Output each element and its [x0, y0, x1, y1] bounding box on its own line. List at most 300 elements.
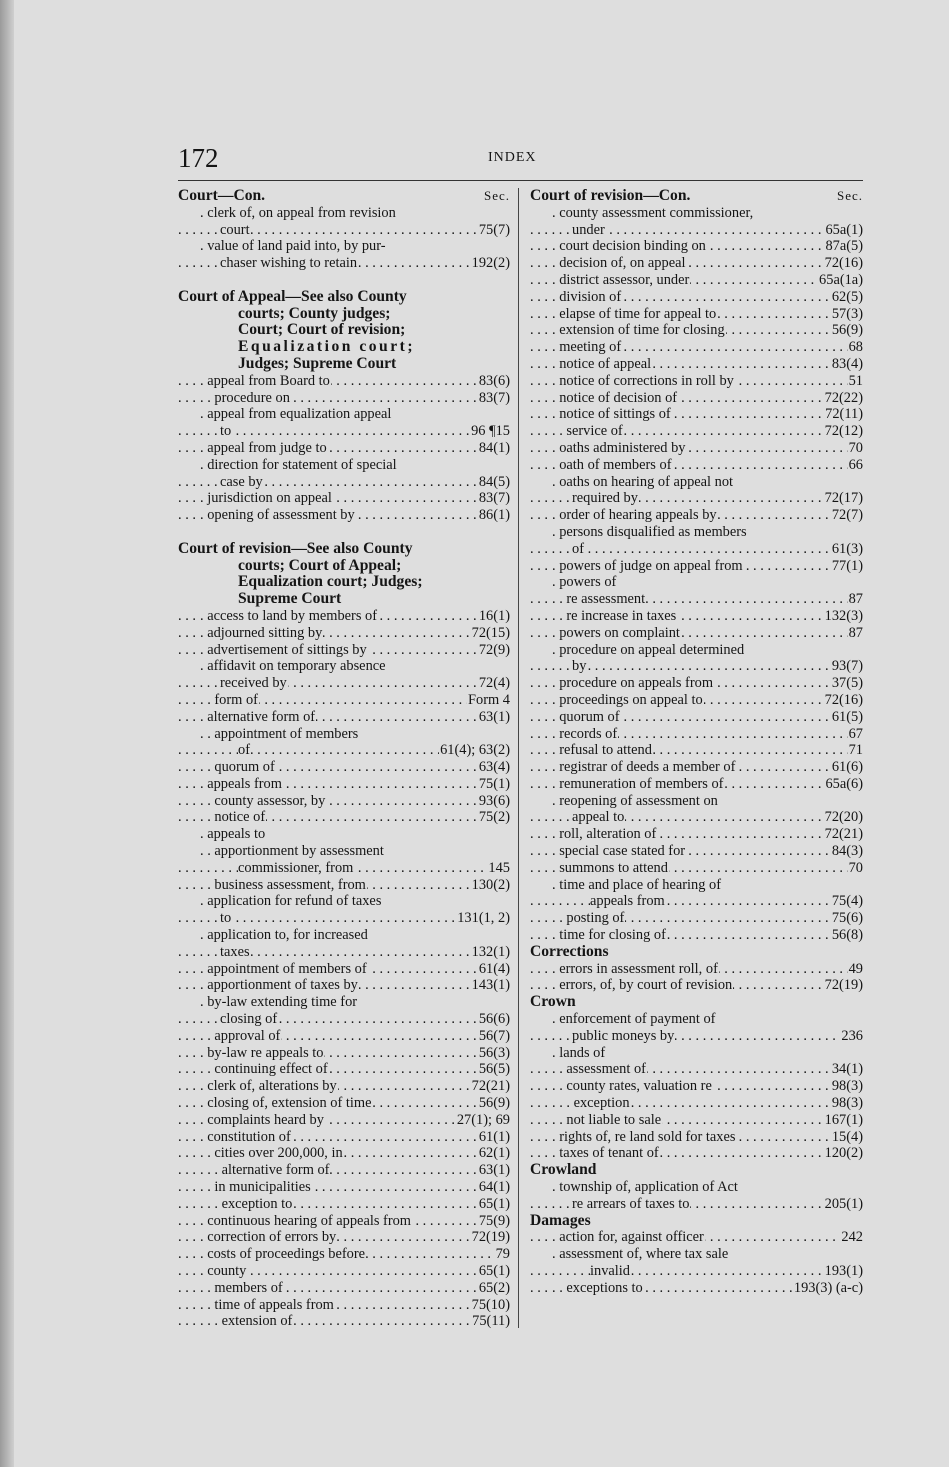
- entry-section-ref: 75(11): [472, 1313, 510, 1330]
- entry-section-ref: 72(9): [478, 641, 510, 658]
- entry-text: . application for refund of taxes: [200, 893, 382, 910]
- index-entry: [530, 238, 863, 255]
- heading-text: Supreme Court: [238, 591, 342, 608]
- entry-text: . opening of assessment by: [200, 507, 355, 524]
- index-entry: [530, 625, 863, 642]
- entry-text: . appointment of members of: [200, 960, 367, 977]
- index-entry: [530, 675, 863, 692]
- index-entry: [530, 1095, 863, 1112]
- index-entry: [178, 1112, 510, 1129]
- entry-text: . appeal from equalization appeal: [200, 406, 392, 423]
- entry-section-ref: 132(1): [471, 943, 510, 960]
- entry-section-ref: 70: [848, 859, 863, 876]
- index-entry: [178, 893, 510, 910]
- index-entry: [530, 1045, 863, 1062]
- entry-section-ref: 145: [488, 859, 510, 876]
- index-entry: [178, 877, 510, 894]
- entry-text: . elapse of time for appeal to: [552, 305, 717, 322]
- entry-text: . . members of: [200, 1279, 283, 1296]
- entry-text: . . in municipalities: [200, 1179, 311, 1196]
- entry-section-ref: 193(1): [824, 1263, 863, 1279]
- entry-text: . court decision binding on: [552, 238, 706, 255]
- entry-text: commissioner, from: [238, 859, 354, 876]
- entry-section-ref: 63(4): [478, 759, 510, 776]
- index-entry: [178, 994, 510, 1011]
- index-entry: [530, 574, 863, 591]
- entry-text: . township of, application of Act: [552, 1179, 738, 1196]
- index-entry: [530, 205, 863, 222]
- page-number: 172: [178, 143, 219, 173]
- entry-section-ref: 87: [848, 591, 863, 608]
- entry-section-ref: 61(4); 63(2): [440, 742, 510, 759]
- entry-text: . . re increase in taxes: [552, 607, 677, 624]
- entry-text: court: [220, 221, 250, 238]
- entry-section-ref: 72(16): [824, 691, 863, 708]
- entry-text: . special case stated for: [552, 843, 686, 860]
- entry-section-ref: 62(5): [831, 288, 863, 305]
- entry-text: . persons disqualified as members: [552, 523, 747, 540]
- index-heading-continuation: [178, 339, 510, 356]
- entry-section-ref: 72(19): [471, 1229, 510, 1246]
- entry-text: . . . exception: [552, 1095, 630, 1112]
- heading-text: Damages: [530, 1212, 591, 1229]
- index-entry: [530, 255, 863, 272]
- entry-text: . registrar of deeds a member of: [552, 759, 736, 776]
- entry-section-ref: 72(20): [824, 809, 863, 826]
- entry-text: . jurisdiction on appeal: [200, 490, 332, 507]
- entry-section-ref: 83(4): [831, 355, 863, 372]
- entry-section-ref: 236: [841, 1027, 863, 1044]
- index-entry: [530, 406, 863, 423]
- index-entry: [178, 776, 510, 793]
- entry-text: . . . extension of: [200, 1313, 293, 1330]
- entry-section-ref: 70: [848, 439, 863, 456]
- index-entry: [530, 457, 863, 474]
- index-entry: [530, 658, 863, 675]
- entry-section-ref: 65(1): [478, 1263, 510, 1279]
- entry-text: to: [220, 910, 232, 927]
- entry-text: . time for closing of: [552, 927, 666, 944]
- entry-text: . quorum of: [552, 708, 620, 725]
- index-entry: [530, 759, 863, 776]
- column-divider: [518, 188, 519, 1328]
- index-heading: [530, 944, 863, 961]
- index-entry: [530, 742, 863, 759]
- index-entry: [530, 1028, 863, 1045]
- section-label: Sec.: [483, 188, 510, 203]
- index-entry: [530, 440, 863, 457]
- entry-section-ref: 71: [848, 742, 863, 759]
- index-entry: [178, 238, 510, 255]
- entry-section-ref: 130(2): [471, 876, 510, 893]
- entry-section-ref: 65a(1): [825, 221, 863, 238]
- index-entry: [530, 692, 863, 709]
- index-entry: [530, 1196, 863, 1213]
- entry-text: . action for, against officer: [552, 1229, 704, 1246]
- index-entry: [178, 742, 510, 759]
- entry-section-ref: 63(1): [478, 708, 510, 725]
- entry-section-ref: 16(1): [478, 607, 510, 624]
- heading-text: Court of revision—See also County: [178, 540, 413, 557]
- entry-section-ref: 72(22): [824, 389, 863, 406]
- index-entry: [530, 306, 863, 323]
- entry-text: . assessment of, where tax sale: [552, 1246, 729, 1263]
- entry-text: . proceedings on appeal to: [552, 691, 703, 708]
- entry-text: . procedure on appeal determined: [552, 641, 745, 658]
- entry-text: . . cities over 200,000, in: [200, 1145, 343, 1162]
- entry-text: . clerk of, on appeal from revision: [200, 204, 396, 221]
- entry-section-ref: 79: [495, 1246, 510, 1263]
- index-entry: [178, 658, 510, 675]
- index-entry: [178, 642, 510, 659]
- index-entry: [530, 642, 863, 659]
- index-entry: [530, 222, 863, 239]
- index-entry: [530, 893, 863, 910]
- entry-text: . oaths on hearing of appeal not: [552, 473, 734, 490]
- index-entry: [178, 608, 510, 625]
- entry-section-ref: 72(15): [471, 624, 510, 641]
- entry-text: . apportionment of taxes by: [200, 977, 358, 994]
- entry-section-ref: 75(9): [478, 1212, 510, 1229]
- entry-text: . . . alternative form of: [200, 1162, 330, 1179]
- section-label: Sec.: [836, 188, 863, 203]
- index-entry: [178, 1263, 510, 1280]
- index-entry: [530, 1061, 863, 1078]
- entry-text: . procedure on appeals from: [552, 675, 714, 692]
- entry-section-ref: 193(3) (a-c): [793, 1279, 863, 1296]
- index-entry: [530, 591, 863, 608]
- entry-section-ref: 87a(5): [825, 238, 863, 255]
- book-gutter: [0, 0, 14, 1467]
- index-entry: [530, 709, 863, 726]
- entry-text: . by-law re appeals to: [200, 1044, 324, 1061]
- index-entry: [530, 927, 863, 944]
- index-entry: [178, 1313, 510, 1330]
- index-entry: [530, 961, 863, 978]
- entry-section-ref: 75(2): [478, 809, 510, 826]
- entry-text: of: [572, 540, 584, 557]
- entry-text: . decision of, on appeal: [552, 255, 686, 272]
- entry-text: re arrears of taxes to: [572, 1195, 690, 1212]
- entry-gap: [178, 272, 510, 289]
- index-entry: [530, 356, 863, 373]
- entry-section-ref: 61(1): [478, 1128, 510, 1145]
- index-entry: [530, 1129, 863, 1146]
- entry-section-ref: 72(21): [471, 1078, 510, 1095]
- entry-section-ref: 61(4): [478, 960, 510, 977]
- entry-text: . by-law extending time for: [200, 994, 358, 1011]
- index-entry: [178, 457, 510, 474]
- index-entry: [178, 1095, 510, 1112]
- index-entry: [530, 608, 863, 625]
- index-entry: [178, 1045, 510, 1062]
- entry-section-ref: 72(4): [478, 675, 510, 692]
- entry-section-ref: 61(5): [831, 708, 863, 725]
- index-entry: [178, 826, 510, 843]
- heading-text: Court—Con.: [178, 188, 266, 204]
- entry-section-ref: 65(1): [478, 1195, 510, 1212]
- index-entry: [178, 961, 510, 978]
- entry-section-ref: 72(17): [824, 490, 863, 507]
- right-index-column: [530, 188, 863, 1297]
- index-entry: [178, 406, 510, 423]
- index-entry: [530, 1078, 863, 1095]
- entry-section-ref: 56(5): [478, 1061, 510, 1078]
- index-entry: [530, 776, 863, 793]
- index-entry: [530, 860, 863, 877]
- entry-text: . rights of, re land sold for taxes: [552, 1128, 736, 1145]
- index-entry: [530, 541, 863, 558]
- index-entry: [530, 339, 863, 356]
- running-head: INDEX: [488, 150, 537, 165]
- index-entry: [178, 860, 510, 877]
- index-heading: [530, 188, 863, 205]
- entry-section-ref: 57(3): [831, 305, 863, 322]
- entry-section-ref: 93(6): [478, 792, 510, 809]
- entry-text: . constitution of: [200, 1128, 291, 1145]
- entry-text: . . time of appeals from: [200, 1296, 334, 1313]
- heading-text: Equalization court; Judges;: [238, 574, 423, 591]
- entry-text: . . posting of: [552, 910, 625, 927]
- index-entry: [178, 205, 510, 222]
- index-entry: [530, 793, 863, 810]
- entry-section-ref: 86(1): [478, 507, 510, 524]
- entry-section-ref: 72(7): [831, 507, 863, 524]
- entry-section-ref: 56(9): [478, 1095, 510, 1112]
- index-entry: [178, 1297, 510, 1314]
- entry-text: . . appointment of members: [200, 725, 359, 742]
- index-entry: [530, 910, 863, 927]
- entry-text: . county assessment commissioner,: [552, 204, 754, 221]
- index-entry: [530, 507, 863, 524]
- entry-section-ref: 56(9): [831, 322, 863, 339]
- entry-section-ref: 56(7): [478, 1027, 510, 1044]
- entry-section-ref: 75(7): [478, 221, 510, 238]
- index-entry: [178, 692, 510, 709]
- entry-section-ref: 120(2): [824, 1145, 863, 1162]
- entry-section-ref: 131(1, 2): [457, 910, 510, 927]
- entry-text: . application to, for increased: [200, 927, 368, 944]
- index-entry: [178, 507, 510, 524]
- entry-text: . . . exception to: [200, 1195, 293, 1212]
- entry-section-ref: 75(1): [478, 775, 510, 792]
- entry-section-ref: 87: [848, 624, 863, 641]
- heading-text: Equalization court;: [238, 339, 416, 356]
- index-entry: [178, 255, 510, 272]
- index-entry: [178, 222, 510, 239]
- entry-text: . oath of members of: [552, 456, 672, 473]
- entry-text: . notice of decision of: [552, 389, 678, 406]
- index-heading: [530, 994, 863, 1011]
- index-entry: [178, 373, 510, 390]
- entry-section-ref: 84(1): [478, 439, 510, 456]
- entry-section-ref: 65a(6): [825, 775, 863, 792]
- entry-text: . . not liable to sale: [552, 1111, 662, 1128]
- entry-text: . . form of: [200, 691, 258, 708]
- entry-section-ref: 93(7): [831, 658, 863, 675]
- index-heading-continuation: [178, 574, 510, 591]
- index-entry: [530, 826, 863, 843]
- entry-section-ref: 68: [848, 339, 863, 356]
- entry-text: to: [220, 423, 232, 440]
- entry-text: . roll, alteration of: [552, 826, 657, 843]
- entry-section-ref: 72(16): [824, 255, 863, 272]
- entry-text: . summons to attend: [552, 859, 668, 876]
- index-entry: [178, 1145, 510, 1162]
- entry-section-ref: 167(1): [824, 1111, 863, 1128]
- entry-text: closing of: [220, 1011, 278, 1028]
- entry-text: public moneys by: [572, 1027, 675, 1044]
- entry-section-ref: 61(3): [831, 540, 863, 557]
- index-heading-continuation: [178, 558, 510, 575]
- entry-text: . enforcement of payment of: [552, 1011, 716, 1028]
- index-heading: [178, 188, 510, 205]
- entry-text: . powers of: [552, 574, 617, 591]
- entry-section-ref: 63(1): [478, 1162, 510, 1179]
- index-heading: [530, 1213, 863, 1230]
- entry-section-ref: 96 ¶15: [471, 423, 510, 440]
- entry-text: . appeal from judge to: [200, 439, 327, 456]
- entry-section-ref: 72(21): [824, 826, 863, 843]
- entry-text: of: [238, 742, 250, 759]
- entry-text: . appeals to: [200, 826, 266, 843]
- index-entry: [178, 1246, 510, 1263]
- index-entry: [178, 1078, 510, 1095]
- index-entry: [178, 726, 510, 743]
- index-entry: [530, 1011, 863, 1028]
- entry-text: invalid: [590, 1263, 630, 1279]
- entry-section-ref: 51: [848, 372, 863, 389]
- heading-text: Judges; Supreme Court: [238, 355, 397, 372]
- entry-section-ref: 15(4): [831, 1128, 863, 1145]
- entry-text: appeals from: [590, 893, 665, 910]
- index-entry: [530, 390, 863, 407]
- entry-text: . . county assessor, by: [200, 792, 326, 809]
- entry-text: taxes: [220, 943, 250, 960]
- index-entry: [178, 809, 510, 826]
- entry-section-ref: 77(1): [831, 557, 863, 574]
- index-entry: [530, 1145, 863, 1162]
- entry-text: . notice of corrections in roll by: [552, 372, 734, 389]
- entry-text: . . apportionment by assessment: [200, 843, 384, 860]
- heading-text: Court; Court of revision;: [238, 322, 406, 339]
- entry-text: appeal to: [572, 809, 625, 826]
- entry-section-ref: 61(6): [831, 759, 863, 776]
- index-entry: [530, 977, 863, 994]
- entry-text: . correction of errors by: [200, 1229, 337, 1246]
- index-entry: [178, 709, 510, 726]
- entry-text: . . approval of: [200, 1027, 281, 1044]
- entry-text: . closing of, extension of time: [200, 1095, 372, 1112]
- entry-text: . . county rates, valuation re: [552, 1078, 712, 1095]
- index-entry: [178, 927, 510, 944]
- index-entry: [178, 1061, 510, 1078]
- entry-text: . district assessor, under: [552, 271, 690, 288]
- entry-text: . appeals from: [200, 775, 282, 792]
- entry-text: . meeting of: [552, 339, 622, 356]
- index-entry: [530, 490, 863, 507]
- entry-text: . . assessment of: [552, 1061, 646, 1078]
- index-entry: [530, 726, 863, 743]
- heading-text: Crown: [530, 994, 576, 1011]
- entry-text: . powers on complaint: [552, 624, 680, 641]
- left-index-column: [178, 188, 510, 1330]
- entry-text: required by: [572, 490, 638, 507]
- index-entry: [178, 474, 510, 491]
- entry-text: . value of land paid into, by pur-: [200, 238, 386, 255]
- entry-text: . affidavit on temporary absence: [200, 658, 386, 675]
- entry-text: . oaths administered by: [552, 439, 686, 456]
- index-entry: [178, 944, 510, 961]
- index-entry: [530, 373, 863, 390]
- index-entry: [178, 1280, 510, 1297]
- entry-section-ref: 65a(1a): [819, 271, 863, 288]
- entry-section-ref: 67: [848, 725, 863, 742]
- entry-section-ref: 37(5): [831, 675, 863, 692]
- entry-section-ref: 75(4): [831, 893, 863, 910]
- entry-text: . refusal to attend: [552, 742, 652, 759]
- entry-text: . extension of time for closing: [552, 322, 725, 339]
- index-entry: [178, 1179, 510, 1196]
- entry-text: . order of hearing appeals by: [552, 507, 717, 524]
- page-header: [178, 140, 863, 181]
- entry-section-ref: 64(1): [478, 1179, 510, 1196]
- entry-text: . appeal from Board to: [200, 372, 330, 389]
- index-entry: [178, 793, 510, 810]
- index-heading: [178, 541, 510, 558]
- heading-text: Court of revision—Con.: [530, 188, 691, 204]
- index-entry: [530, 423, 863, 440]
- entry-text: . powers of judge on appeal from: [552, 557, 743, 574]
- entry-text: . lands of: [552, 1044, 606, 1061]
- entry-section-ref: 84(3): [831, 843, 863, 860]
- entry-text: . costs of proceedings before: [200, 1246, 366, 1263]
- index-entry: [530, 1229, 863, 1246]
- entry-section-ref: 75(10): [471, 1296, 510, 1313]
- index-entry: [178, 1129, 510, 1146]
- entry-section-ref: 75(6): [831, 910, 863, 927]
- entry-text: . notice of sittings of: [552, 406, 671, 423]
- entry-text: . errors in assessment roll, of: [552, 960, 718, 977]
- entry-section-ref: 98(3): [831, 1095, 863, 1112]
- index-entry: [178, 1196, 510, 1213]
- entry-text: . . continuing effect of: [200, 1061, 328, 1078]
- entry-section-ref: 84(5): [478, 473, 510, 490]
- entry-section-ref: 98(3): [831, 1078, 863, 1095]
- entry-text: chaser wishing to retain: [220, 255, 358, 272]
- entry-text: . . quorum of: [200, 759, 275, 776]
- entry-section-ref: 242: [841, 1229, 863, 1246]
- entry-section-ref: 62(1): [478, 1145, 510, 1162]
- heading-text: courts; County judges;: [238, 305, 391, 322]
- index-entry: [530, 474, 863, 491]
- heading-text: Corrections: [530, 943, 609, 960]
- entry-text: . . procedure on: [200, 389, 290, 406]
- index-entry: [530, 272, 863, 289]
- heading-text: Crowland: [530, 1162, 597, 1179]
- entry-text: . errors, of, by court of revision: [552, 977, 733, 994]
- index-entry: [178, 390, 510, 407]
- entry-text: . time and place of hearing of: [552, 876, 722, 893]
- index-heading-continuation: [178, 306, 510, 323]
- index-entry: [178, 423, 510, 440]
- index-entry: [178, 843, 510, 860]
- index-entry: [178, 1162, 510, 1179]
- entry-text: . clerk of, alterations by: [200, 1078, 337, 1095]
- entry-text: . taxes of tenant of: [552, 1145, 659, 1162]
- entry-text: . . exceptions to: [552, 1279, 643, 1296]
- entry-section-ref: 83(7): [478, 490, 510, 507]
